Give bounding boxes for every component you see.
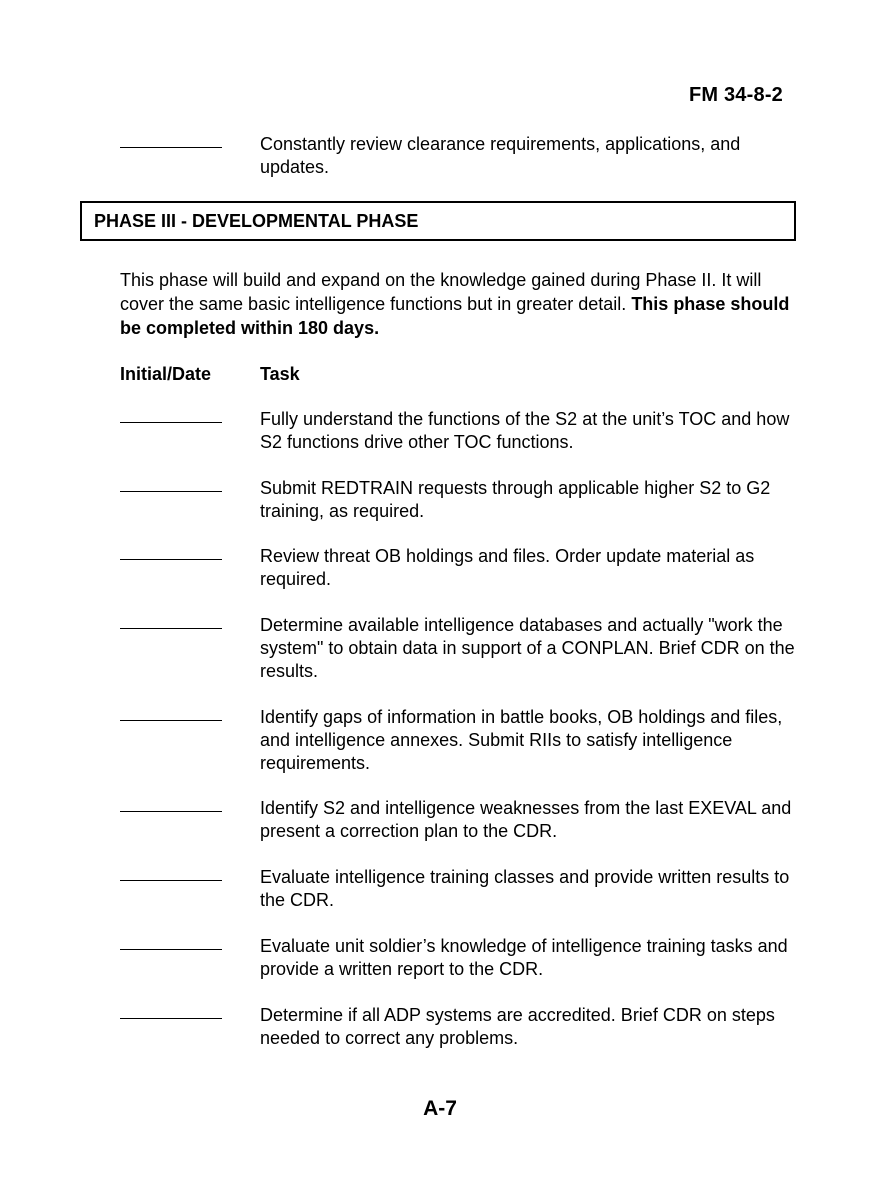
task-text: Review threat OB holdings and files. Order update material as required. [260,546,755,589]
phase-title: PHASE III - DEVELOPMENTAL PHASE [94,210,419,231]
initial-date-blank [120,706,222,721]
task-row [120,866,820,912]
task-row [120,545,820,591]
task-row [120,797,820,843]
initial-date-blank [120,614,222,629]
task-text: Identify S2 and intelligence weaknesses from the last EXEVAL and present a correction plan to the CDR. [260,798,792,841]
task-row [120,477,820,523]
task-text: Evaluate unit soldier’s knowledge of intelligence training tasks and provide a written report to the CDR. [260,936,788,979]
page-number: A-7 [423,1097,457,1120]
task-text: Constantly review clearance requirements, applications, and updates. [260,134,741,177]
phase-title-box [80,201,796,241]
initial-date-blank [120,545,222,560]
task-row [120,935,820,981]
task-table-header [120,364,300,385]
column-header-task: Task [260,364,300,384]
task-row [120,706,820,775]
task-text: Identify gaps of information in battle books, OB holdings and files, and intelligence annexes. Submit RIIs to satisfy intelligence requirements. [260,707,783,773]
document-id: FM 34-8-2 [688,84,783,106]
task-text: Submit REDTRAIN requests through applicable higher S2 to G2 training, as required. [260,478,771,521]
initial-date-blank [120,866,222,881]
initial-date-blank [120,408,222,423]
task-row [120,408,820,454]
initial-date-blank [120,133,222,148]
task-row [120,1004,820,1050]
task-text: Evaluate intelligence training classes and provide written results to the CDR. [260,867,790,910]
pre-task-row [120,133,820,179]
phase-intro [120,268,810,340]
initial-date-blank [120,1004,222,1019]
column-header-initial-date: Initial/Date [120,364,212,384]
phase-intro-text: This phase will build and expand on the knowledge gained during Phase II. It will cover the same basic intelligence functions but in greater detail. [120,270,762,314]
phase-intro-emphasis: This phase should be completed within 180 days. [120,294,790,338]
initial-date-blank [120,935,222,950]
task-row [120,614,820,683]
initial-date-blank [120,797,222,812]
task-text: Determine available intelligence databases and actually "work the system" to obtain data in support of a CONPLAN. Brief CDR on the results. [260,615,795,681]
task-text: Determine if all ADP systems are accredited. Brief CDR on steps needed to correct any problems. [260,1005,775,1048]
task-text: Fully understand the functions of the S2 at the unit’s TOC and how S2 functions drive other TOC functions. [260,409,790,452]
initial-date-blank [120,477,222,492]
